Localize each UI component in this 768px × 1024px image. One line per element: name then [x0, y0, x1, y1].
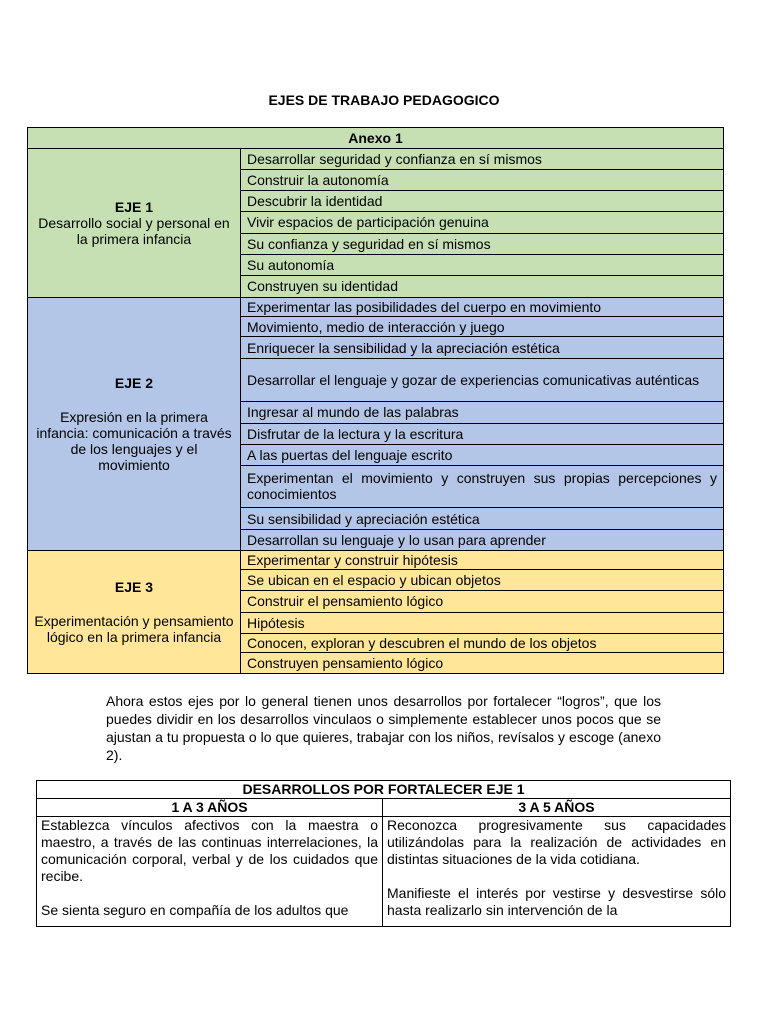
- axis-2-item: Desarrollar el lenguaje y gozar de experiencias comunicativas auténticas: [241, 359, 724, 402]
- col-3-5-content: [383, 817, 731, 927]
- axis-1-item: Construyen su identidad: [241, 275, 724, 297]
- col-header-3-5: 3 A 5 AÑOS: [383, 799, 731, 817]
- intro-paragraph: Ahora estos ejes por lo general tienen unos desarrollos por fortalecer “logros”, que los puedes dividir en los desarrollos vinculaos o simplemente establecer unos pocos que se ajustan a tu propuesta o lo que quieres, trabajar con los niños, revísalos y escoge (anexo 2).: [106, 693, 661, 763]
- axis-2-description: Expresión en la primera infancia: comunicación a través de los lenguajes y el movimiento: [36, 409, 232, 474]
- axis-3-item: Hipótesis: [241, 612, 724, 633]
- axis-1-item: Su confianza y seguridad en sí mismos: [241, 233, 724, 254]
- axis-1-item: Descubrir la identidad: [241, 191, 724, 212]
- axis-1-cell: [28, 149, 241, 298]
- axis-2-item: Su sensibilidad y apreciación estética: [241, 507, 724, 529]
- development-text: Se sienta seguro en compañía de los adultos que: [41, 902, 349, 918]
- axis-2-item: Disfrutar de la lectura y la escritura: [241, 423, 724, 444]
- axis-2-item: Ingresar al mundo de las palabras: [241, 402, 724, 423]
- axis-2-item: Experimentar las posibilidades del cuerpo en movimiento: [241, 297, 724, 316]
- annex-header: Anexo 1: [28, 128, 724, 149]
- axis-1-item: Construir la autonomía: [241, 170, 724, 191]
- axis-2-item: Movimiento, medio de interacción y juego: [241, 316, 724, 336]
- axis-3-item: Construyen pensamiento lógico: [241, 652, 724, 673]
- developments-table: [36, 780, 731, 927]
- developments-title: DESARROLLOS POR FORTALECER EJE 1: [37, 781, 731, 799]
- axis-2-name: EJE 2: [114, 375, 154, 392]
- development-text: Establezca vínculos afectivos con la maestra o maestro, a través de las continuas interrelaciones, la comunicación corporal, verbal y de los cuidados que recibe.: [41, 817, 378, 884]
- col-1-3-content: [37, 817, 383, 927]
- axis-1-item: Desarrollar seguridad y confianza en sí mismos: [241, 149, 724, 170]
- axis-2-cell: [28, 297, 241, 550]
- axis-3-cell: [28, 551, 241, 674]
- axis-1-item: Su autonomía: [241, 254, 724, 275]
- axis-3-item: Conocen, exploran y descubren el mundo de los objetos: [241, 633, 724, 652]
- page-title: EJES DE TRABAJO PEDAGOGICO: [268, 92, 500, 108]
- axis-2-item: Desarrollan su lenguaje y lo usan para aprender: [241, 530, 724, 551]
- axis-2-item: A las puertas del lenguaje escrito: [241, 444, 724, 465]
- axis-1-description: Desarrollo social y personal en la primera infancia: [38, 214, 230, 247]
- axis-1-item: Vivir espacios de participación genuina: [241, 212, 724, 233]
- col-header-1-3: 1 A 3 AÑOS: [37, 799, 383, 817]
- axis-3-item: Construir el pensamiento lógico: [241, 591, 724, 612]
- axis-2-item: Experimentan el movimiento y construyen sus propias percepciones y conocimientos: [241, 465, 724, 507]
- axis-3-item: Se ubican en el espacio y ubican objetos: [241, 570, 724, 591]
- axis-1-name: EJE 1: [114, 198, 154, 215]
- development-text: Manifieste el interés por vestirse y desvestirse sólo hasta realizarlo sin intervención de la: [387, 885, 727, 918]
- axis-3-item: Experimentar y construir hipótesis: [241, 551, 724, 570]
- axis-3-description: Experimentación y pensamiento lógico en la primera infancia: [34, 613, 234, 646]
- development-text: Reconozca progresivamente sus capacidades utilizándolas para la realización de actividades en distintas situaciones de la vida cotidiana.: [387, 817, 727, 867]
- annex-table: [27, 127, 724, 674]
- axis-3-name: EJE 3: [114, 579, 154, 596]
- axis-2-item: Enriquecer la sensibilidad y la apreciación estética: [241, 337, 724, 359]
